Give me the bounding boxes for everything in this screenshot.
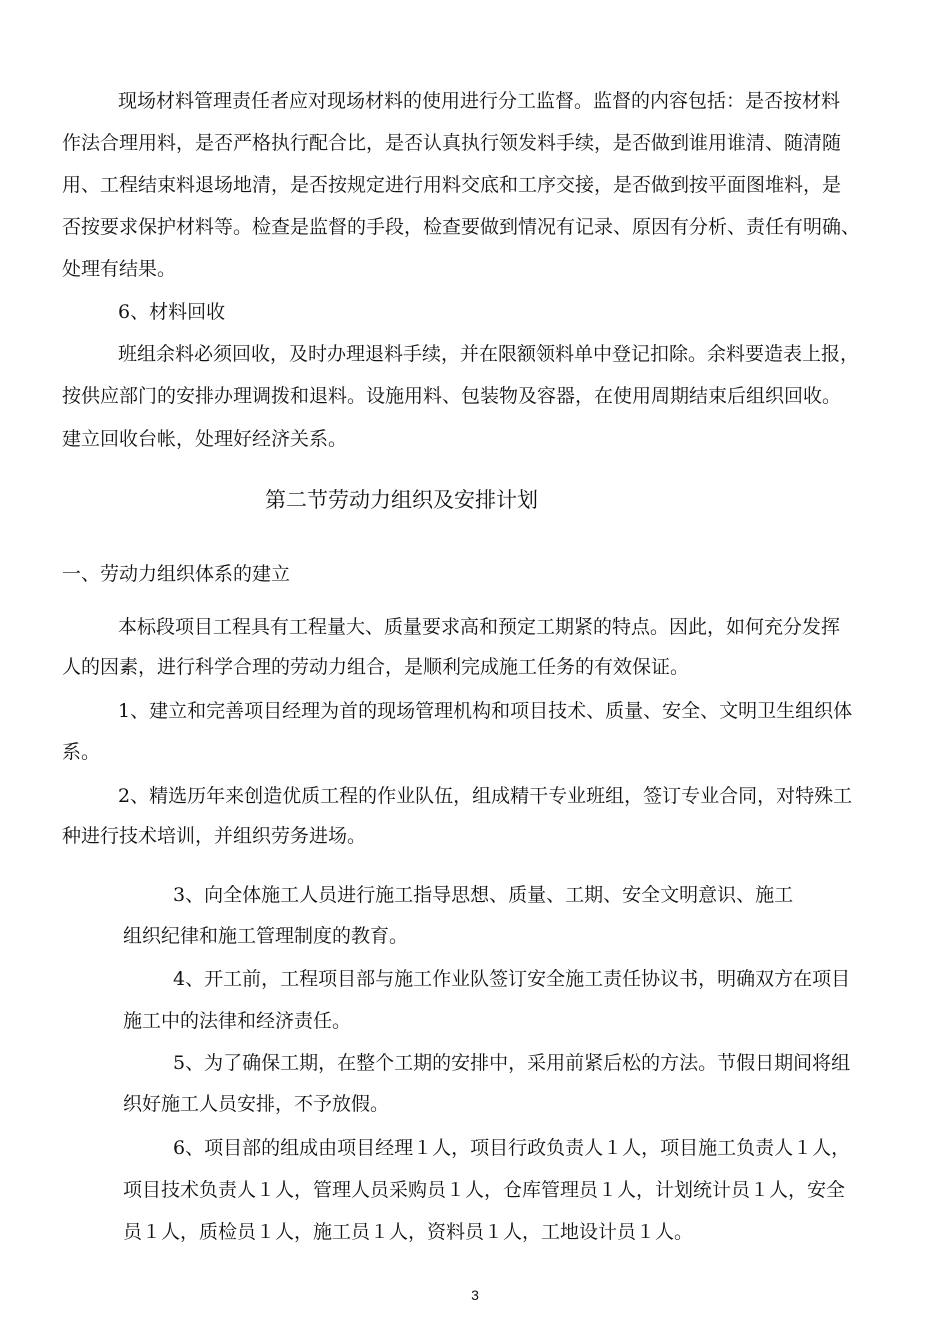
- text-line: 按供应部门的安排办理调拨和退料。设施用料、包装物及容器，在使用周期结束后组织回收。: [62, 385, 842, 407]
- text-line: 施工中的法律和经济责任。: [123, 1010, 352, 1032]
- text-line: 4、开工前，工程项目部与施工作业队签订安全施工责任协议书，明确双方在项目: [173, 968, 851, 990]
- text-line: 本标段项目工程具有工程量大、质量要求高和预定工期紧的特点。因此，如何充分发挥: [118, 616, 841, 638]
- text-line: 班组余料必须回收，及时办理退料手续，并在限额领料单中登记扣除。余料要造表上报，: [118, 343, 860, 365]
- subsection-title: 一、劳动力组织体系的建立: [62, 563, 291, 585]
- text-line: 2、精选历年来创造优质工程的作业队伍，组成精干专业班组，签订专业合同，对特殊工: [118, 785, 853, 807]
- section-title: 第二节劳动力组织及安排计划: [265, 488, 538, 512]
- text-line: 用、工程结束料退场地清，是否按规定进行用料交底和工序交接，是否做到按平面图堆料，是: [62, 174, 842, 196]
- page-number: 3: [471, 1287, 479, 1303]
- text-line: 否按要求保护材料等。检查是监督的手段，检查要做到情况有记录、原因有分析、责任有明确、: [62, 216, 861, 238]
- text-line: 建立回收台帐，处理好经济关系。: [62, 428, 348, 450]
- text-line: 6、项目部的组成由项目经理１人，项目行政负责人１人，项目施工负责人１人，: [173, 1137, 851, 1159]
- text-line: 系。: [62, 741, 101, 763]
- text-line: 种进行技术培训，并组织劳务进场。: [62, 825, 367, 847]
- list-heading-material-recycle: 6、材料回收: [118, 301, 226, 323]
- text-line: 现场材料管理责任者应对现场材料的使用进行分工监督。监督的内容包括：是否按材料: [118, 90, 841, 112]
- text-line: 3、向全体施工人员进行施工指导思想、质量、工期、安全文明意识、施工: [173, 884, 794, 906]
- text-line: 5、为了确保工期，在整个工期的安排中，采用前紧后松的方法。节假日期间将组: [173, 1052, 851, 1074]
- text-line: 作法合理用料，是否严格执行配合比，是否认真执行领发料手续，是否做到谁用谁清、随清随: [62, 132, 842, 154]
- text-line: 处理有结果。: [62, 258, 177, 280]
- text-line: 1、建立和完善项目经理为首的现场管理机构和项目技术、质量、安全、文明卫生组织体: [118, 700, 853, 722]
- text-line: 织好施工人员安排，不予放假。: [123, 1093, 390, 1115]
- text-line: 项目技术负责人１人，管理人员采购员１人，仓库管理员１人，计划统计员１人，安全: [123, 1179, 846, 1201]
- text-line: 人的因素，进行科学合理的劳动力组合，是顺利完成施工任务的有效保证。: [62, 656, 690, 678]
- text-line: 组织纪律和施工管理制度的教育。: [123, 925, 409, 947]
- text-line: 员１人，质检员１人，施工员１人，资料员１人，工地设计员１人。: [123, 1221, 694, 1243]
